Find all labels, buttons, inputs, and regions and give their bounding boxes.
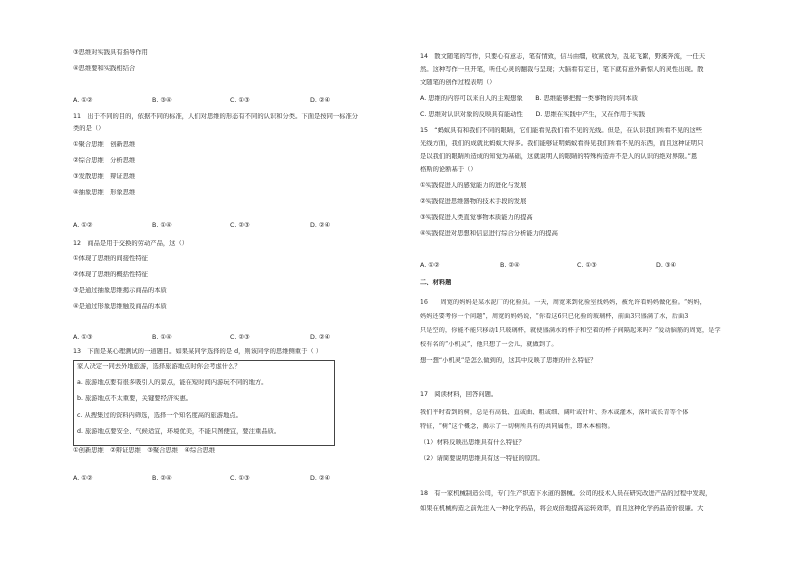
- q15-item-3: ③实践促进人类直觉事物本质能力的提高: [420, 214, 533, 221]
- option-c[interactable]: C. ②③: [230, 222, 250, 229]
- option-b[interactable]: B. ①④: [152, 222, 172, 229]
- q17-subquestion-1: （1）材料反映出思维具有什么特征？: [420, 439, 525, 446]
- option-a[interactable]: A. ①②: [420, 262, 440, 269]
- option-b[interactable]: B. ②④: [152, 475, 172, 482]
- q15-item-4: ④实践促进对思想和信息进行综合分析能力的提高: [420, 230, 558, 237]
- q17-material-1: 我们平时看到的树，总是有高低、直或曲、粗或细、阔叶或针叶、乔木或灌木，落叶或长青等个体: [420, 409, 689, 416]
- box-option-b: b. 旅游地点不太重要，关键要经济实惠。: [77, 395, 193, 402]
- q15-stem-1: 15 “蚂蚁具有和我们不同的眼睛，它们能看见我们看不见的光线。但是，在认识我们所看不见的这些: [420, 127, 703, 134]
- option-d[interactable]: D. ②④: [310, 97, 331, 104]
- section-heading: 二、材料题: [420, 279, 452, 286]
- q15-stem-4: 格斯的论断基于（）: [420, 166, 477, 173]
- q15-item-2: ②实践促进思维器物的技术手段的发展: [420, 198, 527, 205]
- q15-stem-2: 光线方面，我们的成就比蚂蚁大得多。我们能够证明蚂蚁看得见我们所看不见的东西，而且这种证明只: [420, 140, 704, 147]
- box-option-c: c. 从搜集过的资料内筛选，选择一个知名度高的旅游地点。: [77, 412, 242, 419]
- q11-item-1: ①聚合思维 创新思维: [73, 141, 136, 148]
- q14-stem-2: 然。这种写作一旦开笔，听任心灵的翻裁与呈现；大脑看有定日，笔下就有意外新惊人的灵性出现。散: [420, 66, 704, 73]
- q15-stem-3: 是以我们的眼睛所造成的知觉为基础，这就说明人的眼睛的特殊构造并不是人的认识的绝对界限。”恩: [420, 153, 698, 160]
- q12-item-4: ④是通过形象思维触及商品的本质: [73, 303, 167, 310]
- q12-item-2: ②体现了思维的概括性特征: [73, 271, 148, 278]
- q12-item-1: ①体现了思维的间接性特征: [73, 255, 148, 262]
- option-a[interactable]: A. ①③: [73, 334, 93, 341]
- q13-choices: ①创新思维 ②辩证思维 ③聚合思维 ④综合思维: [73, 447, 216, 454]
- q17-subquestion-2: （2）请简要说明思维具有这一特征的原因。: [420, 455, 544, 462]
- option-a[interactable]: A. ①②: [73, 97, 93, 104]
- option-a[interactable]: A. ①②: [73, 222, 93, 229]
- q16-material-2: 妈妈还要考你一个问题”，周宽的妈妈说，“你看这6只已化验的玻璃杯，前面3只盛满了水，后面3: [420, 313, 689, 320]
- q16-material-4: 校有名的“小机灵”，他只想了一会儿，就做到了。: [420, 341, 558, 348]
- q12-item-3: ③是通过抽象思维揭示商品的本质: [73, 287, 167, 294]
- q18-stem-1: 18 有一家机械制造公司，专门生产织造下水道的器械。公司的技术人员在研究改进产品的过程中发现，: [420, 490, 712, 497]
- option-c[interactable]: C. ①③: [230, 475, 250, 482]
- box-option-a: a. 旅游地点要有很多吸引人的景点，能在短时间内游玩不同的地方。: [77, 379, 268, 386]
- q10-option-line-3: ③思维对实践具有指导作用: [73, 49, 148, 56]
- box-option-d: d. 旅游地点要安全、气候适宜，环境优美，不能只图便宜，要注重品质。: [77, 428, 281, 435]
- q11-item-3: ③发散思维 辩证思维: [73, 173, 136, 180]
- option-b[interactable]: B. ②④: [500, 262, 520, 269]
- option-d[interactable]: D. ③④: [656, 262, 677, 269]
- q17-stem: 17 阅读材料，回答问题。: [420, 391, 498, 398]
- q16-material-3: 只是空的，你能不能只移动1只玻璃杯，就使盛满水的杯子和空着的杯子间隔起来吗？”爱动脑筋的周宽，是学: [420, 327, 721, 334]
- q12-answer-options: [73, 334, 395, 342]
- option-b[interactable]: B. ①④: [152, 334, 172, 341]
- q14-options-cd[interactable]: C. 思维对认识对象的反映具有能动性 D. 思维在实践中产生，又在作用于实践: [420, 111, 646, 118]
- q16-material-1: 16 周宽的妈妈是某水泥厂的化验员。一天，周宽来到化验室找妈妈，被允许看妈妈做化验。“妈妈，: [420, 299, 707, 306]
- q11-stem-cont: 类的是（）: [73, 125, 105, 132]
- q11-answer-options: [73, 222, 395, 230]
- box-prompt: 家人决定一同去外地旅游，选择旅游地点时你会考虑什么？: [77, 363, 241, 370]
- q11-item-2: ②综合思维 分析思维: [73, 157, 136, 164]
- q11-stem: 11 出于不同的目的，依据不同的标准，人们对思维的形态有不同的认识和分类。下面是按同一标准分: [73, 113, 359, 120]
- option-c[interactable]: C. ①③: [577, 262, 597, 269]
- q16-question: 想一想“小机灵”是怎么做到的，这其中反映了思维的什么特征？: [420, 357, 597, 364]
- q13-stem: 13 下面是某心理测试的一道题目。如果某同学选择的是 d，则该同学的思维侧重于（ ）: [73, 348, 322, 355]
- q14-options-ab[interactable]: A. 思维的内容可以来自人的主观想象 B. 思维能够把握一类事物的共同本质: [420, 95, 639, 102]
- option-c[interactable]: C. ②③: [230, 334, 250, 341]
- q14-stem-1: 14 散文随笔的写作，只要心有意志，笔有情致，信马由缰，收紧放为，乱花飞絮，野溪奔流，一任天: [420, 53, 706, 60]
- q12-stem: 12 商品是用于交换的劳动产品，这（）: [73, 240, 189, 247]
- option-c[interactable]: C. ①③: [230, 97, 250, 104]
- q15-item-1: ①实践促进人的感觉能力的进化与发展: [420, 182, 527, 189]
- q10-option-line-4: ④思维要和实践相结合: [73, 65, 136, 72]
- q15-answer-options: [420, 262, 738, 270]
- option-d[interactable]: D. ②④: [310, 222, 331, 229]
- option-d[interactable]: D. ②④: [310, 475, 331, 482]
- q13-question-box: [73, 360, 335, 446]
- q10-answer-options: [73, 97, 395, 105]
- q14-stem-3: 文随笔的创作过程表明（）: [420, 79, 496, 86]
- option-b[interactable]: B. ③④: [152, 97, 172, 104]
- option-a[interactable]: A. ①②: [73, 475, 93, 482]
- q11-item-4: ④抽象思维 形象思维: [73, 189, 136, 196]
- q17-material-2: 特征，“树”这个概念，揭示了一切树所具有的共同属性，即木本植物。: [420, 423, 614, 430]
- option-d[interactable]: D. ②④: [310, 334, 331, 341]
- q13-answer-options: [73, 475, 395, 483]
- q18-stem-2: 如果在机械构造之前先注入一种化学药品，将会成倍地提高运转效率，而且这种化学药品造价很廉。大: [420, 505, 704, 512]
